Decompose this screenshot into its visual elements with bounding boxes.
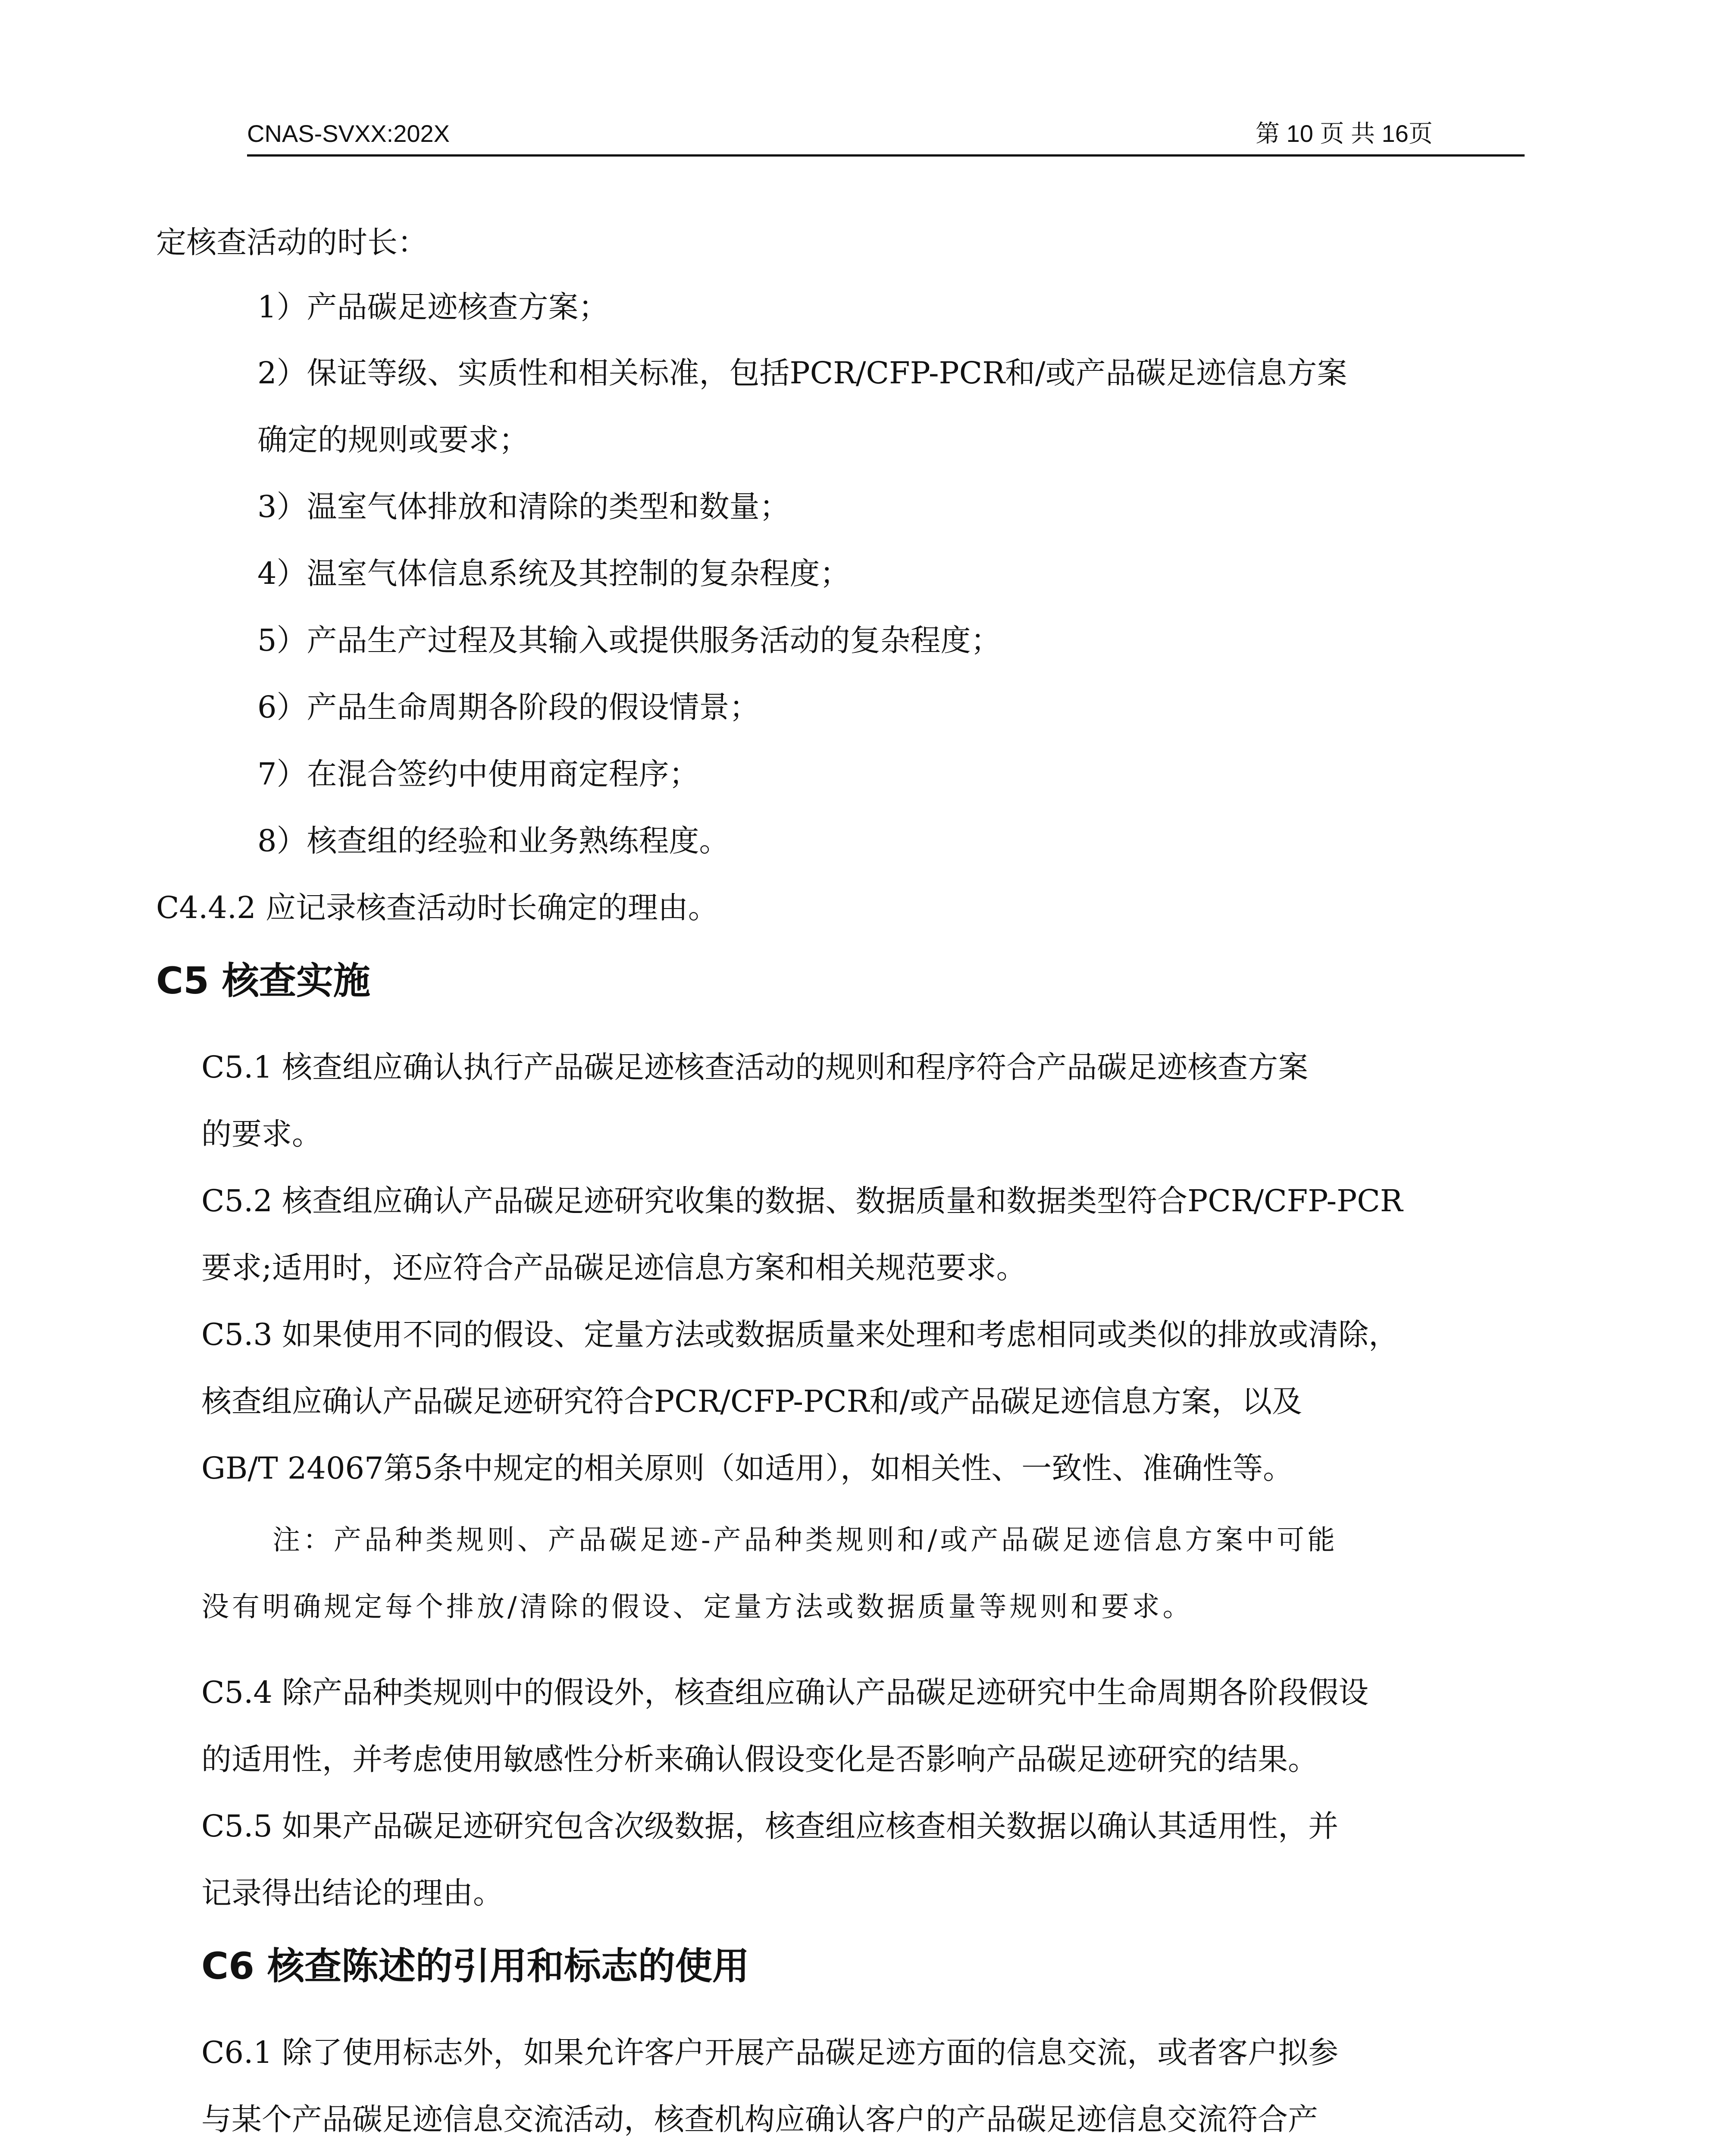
clause-paragraph: C5.4 除产品种类规则中的假设外，核查组应确认产品碳足迹研究中生命周期各阶段假设 — [201, 1675, 1369, 1710]
note-text: 注：产品种类规则、产品碳足迹-产品种类规则和/或产品碳足迹信息方案中可能 — [272, 1524, 1338, 1556]
clause-paragraph: 核查组应确认产品碳足迹研究符合PCR/CFP-PCR和/或产品碳足迹信息方案，以及 — [201, 1384, 1302, 1419]
list-item: 2）保证等级、实质性和相关标准，包括PCR/CFP-PCR和/或产品碳足迹信息方案 — [257, 355, 1347, 391]
list-item: 4）温室气体信息系统及其控制的复杂程度； — [257, 556, 850, 591]
clause-paragraph: C6.1 除了使用标志外，如果允许客户开展产品碳足迹方面的信息交流，或者客户拟参 — [201, 2035, 1339, 2070]
clause-paragraph: C4.4.2 应记录核查活动时长确定的理由。 — [156, 890, 718, 925]
list-item: 8）核查组的经验和业务熟练程度。 — [257, 823, 730, 859]
header-divider — [247, 154, 1525, 157]
page-number: 第 10 页 共 16页 — [1256, 120, 1433, 147]
document-code: CNAS-SVXX:202X — [247, 120, 450, 147]
list-item: 1）产品碳足迹核查方案； — [257, 289, 609, 325]
section-heading-c6: C6 核查陈述的引用和标志的使用 — [201, 1945, 749, 1988]
list-item: 3）温室气体排放和清除的类型和数量； — [257, 489, 790, 524]
section-heading-c5: C5 核查实施 — [156, 959, 370, 1003]
clause-paragraph: 与某个产品碳足迹信息交流活动，核查机构应确认客户的产品碳足迹信息交流符合产 — [201, 2102, 1318, 2137]
clause-paragraph: C5.1 核查组应确认执行产品碳足迹核查活动的规则和程序符合产品碳足迹核查方案 — [201, 1050, 1309, 1085]
clause-paragraph: C5.2 核查组应确认产品碳足迹研究收集的数据、数据质量和数据类型符合PCR/CFP-PCR — [201, 1183, 1403, 1219]
list-item: 5）产品生产过程及其输入或提供服务活动的复杂程度； — [257, 623, 1001, 658]
note-text: 没有明确规定每个排放/清除的假设、定量方法或数据质量等规则和要求。 — [201, 1591, 1193, 1623]
clause-paragraph: C5.3 如果使用不同的假设、定量方法或数据质量来处理和考虑相同或类似的排放或清除， — [201, 1317, 1399, 1352]
list-item-continuation: 确定的规则或要求； — [257, 422, 529, 458]
clause-paragraph: 的适用性，并考虑使用敏感性分析来确认假设变化是否影响产品碳足迹研究的结果。 — [201, 1742, 1318, 1777]
clause-paragraph: GB/T 24067第5条中规定的相关原则（如适用），如相关性、一致性、准确性等。 — [201, 1451, 1293, 1486]
body-line: 定核查活动的时长： — [156, 225, 428, 260]
clause-paragraph: C5.5 如果产品碳足迹研究包含次级数据，核查组应核查相关数据以确认其适用性，并 — [201, 1808, 1339, 1844]
list-item: 7）在混合签约中使用商定程序； — [257, 756, 699, 792]
clause-paragraph: 记录得出结论的理由。 — [201, 1875, 503, 1911]
clause-paragraph: 的要求。 — [201, 1116, 322, 1152]
clause-paragraph: 要求;适用时，还应符合产品碳足迹信息方案和相关规范要求。 — [201, 1250, 1027, 1285]
list-item: 6）产品生命周期各阶段的假设情景； — [257, 689, 760, 725]
